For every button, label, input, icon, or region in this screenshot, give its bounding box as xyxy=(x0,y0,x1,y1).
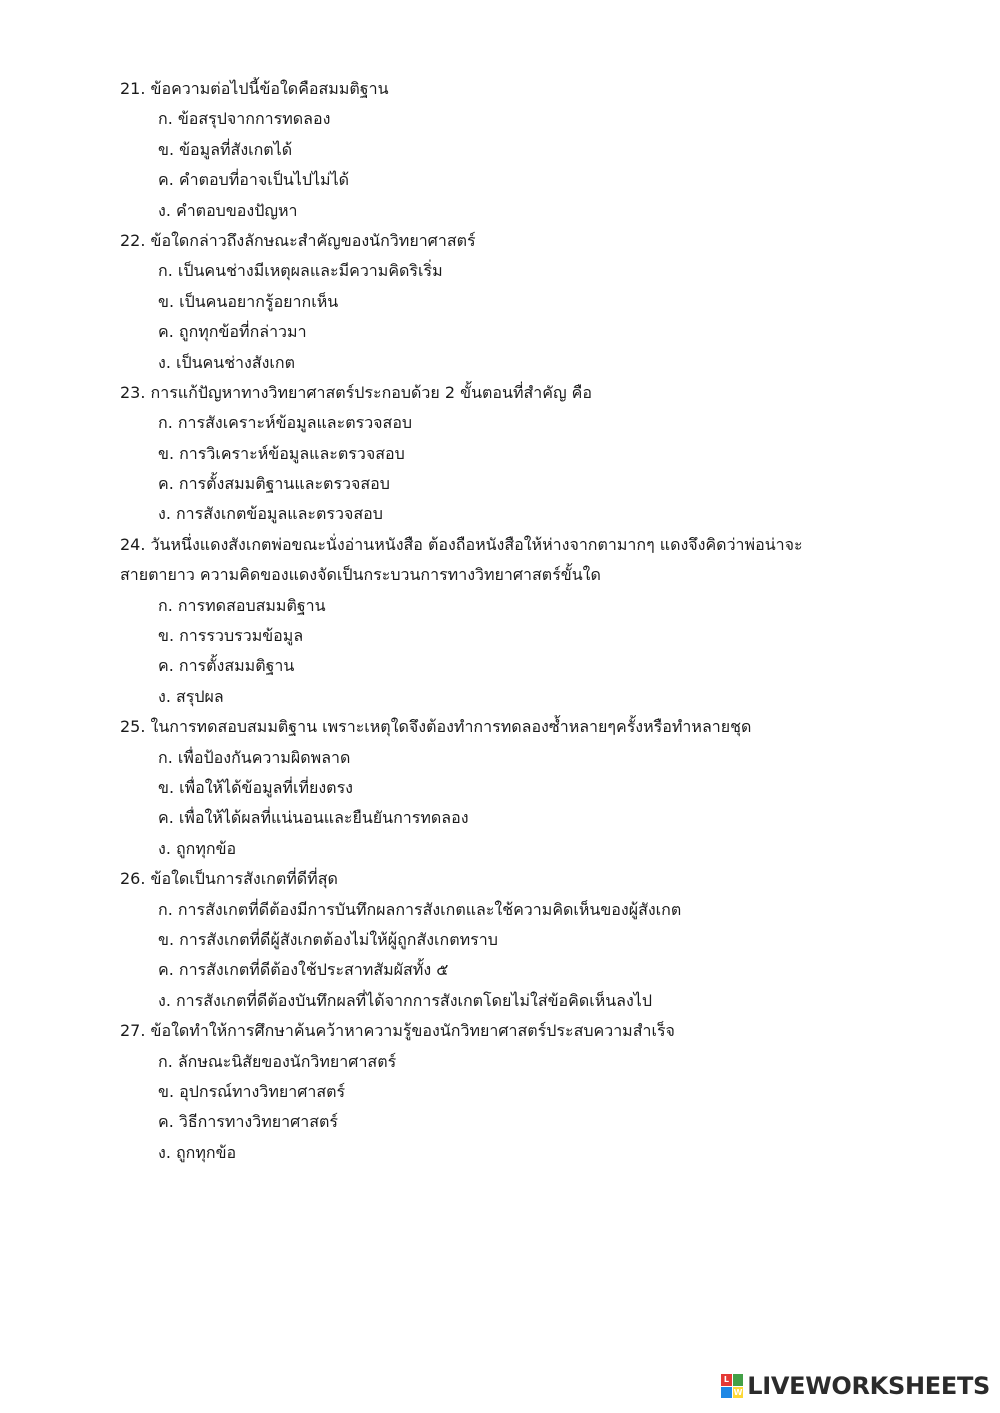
question-23 xyxy=(120,378,960,530)
question-stem: 21. ข้อความต่อไปนี้ข้อใดคือสมมติฐาน xyxy=(120,79,389,98)
question-stem: 22. ข้อใดกล่าวถึงลักษณะสำคัญของนักวิทยาศาสตร์ xyxy=(120,230,476,250)
answer-option[interactable]: ก. เพื่อป้องกันความผิดพลาด xyxy=(158,747,351,767)
logo-tile xyxy=(733,1374,744,1386)
logo-letter: W xyxy=(733,1387,743,1397)
worksheet xyxy=(120,74,960,1168)
answer-option[interactable]: ข. ข้อมูลที่สังเกตได้ xyxy=(158,139,293,159)
answer-option[interactable]: ก. ลักษณะนิสัยของนักวิทยาศาสตร์ xyxy=(158,1051,397,1071)
answer-option[interactable]: ข. เป็นคนอยากรู้อยากเห็น xyxy=(158,291,339,311)
answer-option[interactable]: ก. การสังเกตที่ดีต้องมีการบันทึกผลการสังเกตและใช้ความคิดเห็นของผู้สังเกต xyxy=(158,899,682,919)
answer-option[interactable]: ง. การสังเกตข้อมูลและตรวจสอบ xyxy=(158,504,383,524)
question-stem: 26. ข้อใดเป็นการสังเกตที่ดีที่สุด xyxy=(120,869,338,889)
question-stem: 25. ในการทดสอบสมมติฐาน เพราะเหตุใดจึงต้องทำการทดลองซ้ำหลายๆครั้งหรือทำหลายชุด xyxy=(120,717,752,737)
question-22 xyxy=(120,226,960,378)
answer-option[interactable]: ค. การสังเกตที่ดีต้องใช้ประสาทสัมผัสทั้ง ๕ xyxy=(158,960,449,980)
liveworksheets-logo-icon xyxy=(721,1374,743,1398)
answer-option[interactable]: ง. ถูกทุกข้อ xyxy=(158,1142,237,1162)
answer-option[interactable]: ข. การรวบรวมข้อมูล xyxy=(158,626,304,646)
answer-option[interactable]: ข. การวิเคราะห์ข้อมูลและตรวจสอบ xyxy=(158,443,405,463)
answer-option[interactable]: ข. การสังเกตที่ดีผู้สังเกตต้องไม่ให้ผู้ถูกสังเกตทราบ xyxy=(158,929,498,949)
question-stem-continued: สายตายาว ความคิดของแดงจัดเป็นกระบวนการทางวิทยาศาสตร์ขั้นใด xyxy=(120,565,601,585)
answer-option[interactable]: ข. อุปกรณ์ทางวิทยาศาสตร์ xyxy=(158,1081,346,1101)
brand-name: LIVEWORKSHEETS xyxy=(747,1372,990,1400)
answer-option[interactable]: ค. การตั้งสมมติฐานและตรวจสอบ xyxy=(158,474,390,494)
answer-option[interactable]: ค. ถูกทุกข้อที่กล่าวมา xyxy=(158,322,307,342)
question-stem: 23. การแก้ปัญหาทางวิทยาศาสตร์ประกอบด้วย 2 ขั้นตอนที่สำคัญ คือ xyxy=(120,382,592,402)
answer-option[interactable]: ง. ถูกทุกข้อ xyxy=(158,838,237,858)
question-25 xyxy=(120,712,960,864)
answer-option[interactable]: ก. การทดสอบสมมติฐาน xyxy=(158,595,326,615)
answer-option[interactable]: ง. เป็นคนช่างสังเกต xyxy=(158,352,295,372)
liveworksheets-watermark xyxy=(721,1369,990,1403)
answer-option[interactable]: ก. ข้อสรุปจากการทดลอง xyxy=(158,109,331,129)
answer-option[interactable]: ค. วิธีการทางวิทยาศาสตร์ xyxy=(158,1112,339,1132)
answer-option[interactable]: ง. สรุปผล xyxy=(158,686,224,706)
answer-option[interactable]: ง. คำตอบของปัญหา xyxy=(158,200,298,220)
answer-option[interactable]: ค. การตั้งสมมติฐาน xyxy=(158,656,295,676)
question-24 xyxy=(120,530,960,712)
question-27 xyxy=(120,1016,960,1168)
question-stem: 27. ข้อใดทำให้การศึกษาค้นคว้าหาความรู้ของนักวิทยาศาสตร์ประสบความสำเร็จ xyxy=(120,1021,675,1041)
question-stem: 24. วันหนึ่งแดงสังเกตพ่อขณะนั่งอ่านหนังสือ ต้องถือหนังสือให้ห่างจากตามากๆ แดงจึงคิดว่าพ่อน่าจะ xyxy=(120,534,803,554)
answer-option[interactable]: ง. การสังเกตที่ดีต้องบันทึกผลที่ได้จากการสังเกตโดยไม่ใส่ข้อคิดเห็นลงไป xyxy=(158,990,652,1010)
logo-letter: L xyxy=(721,1374,732,1386)
answer-option[interactable]: ข. เพื่อให้ได้ข้อมูลที่เที่ยงตรง xyxy=(158,777,353,797)
answer-option[interactable]: ก. การสังเคราะห์ข้อมูลและตรวจสอบ xyxy=(158,413,413,433)
question-21 xyxy=(120,74,960,226)
answer-option[interactable]: ก. เป็นคนช่างมีเหตุผลและมีความคิดริเริ่ม xyxy=(158,261,443,281)
answer-option[interactable]: ค. คำตอบที่อาจเป็นไปไม่ได้ xyxy=(158,170,350,190)
logo-tile xyxy=(721,1387,732,1399)
answer-option[interactable]: ค. เพื่อให้ได้ผลที่แน่นอนและยืนยันการทดลอง xyxy=(158,808,469,828)
question-26 xyxy=(120,864,960,1016)
